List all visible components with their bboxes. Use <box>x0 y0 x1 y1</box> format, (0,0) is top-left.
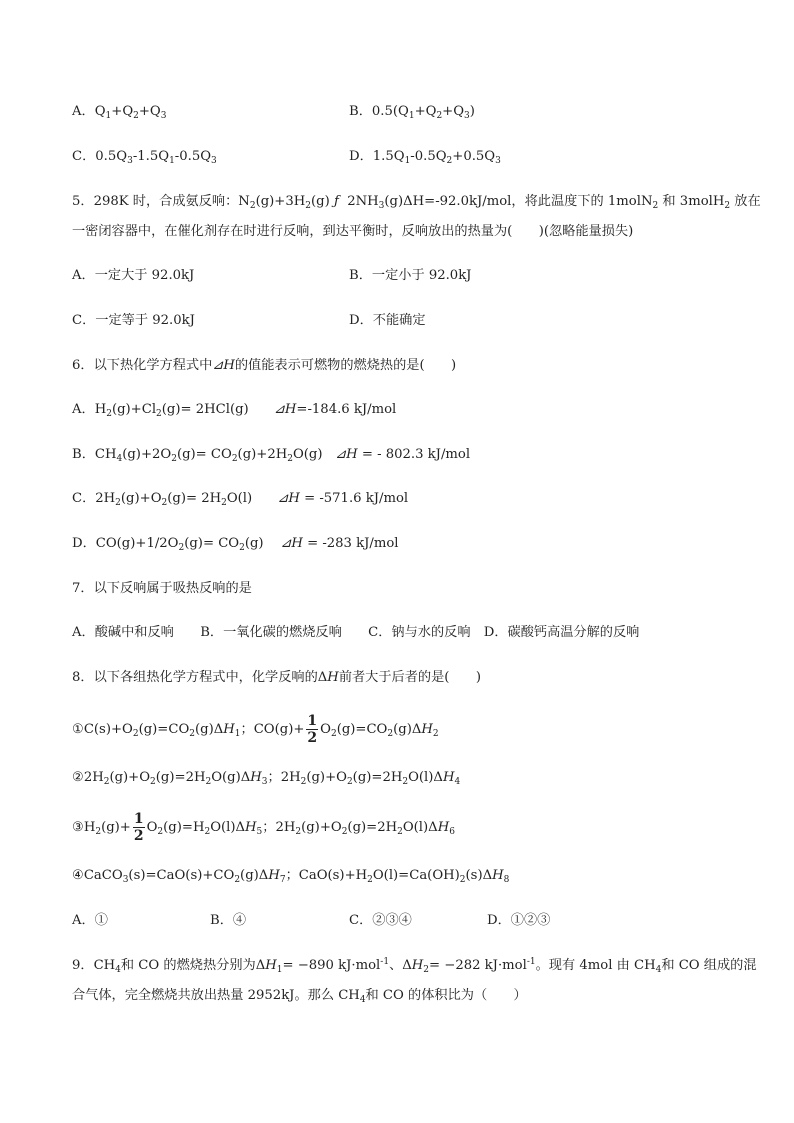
q5-stem-line1: 5．298K 时，合成氨反响：$N_2(g)+3H_2(g)$ ƒ $2NH_3(g)\Delta H=-92.0kJ$/mol，将此温度下的 1molN$_2$ 和 3molH$_2$ 放在 <box>72 194 761 211</box>
fraction-half: $\frac{1}{2}$ <box>307 713 318 746</box>
q5-option-c[interactable]: C．一定等于 92.0kJ <box>72 313 195 328</box>
q6-option-c[interactable]: C．$2H_2(g)+O_2(g)= 2H_2O(l)$ ⊿H = -571.6 kJ/mol <box>72 491 409 508</box>
q9-stem-line2: 合气体，完全燃烧共放出热量 2952kJ。那么 $CH_4$和 CO 的体积比为（ ） <box>72 988 527 1005</box>
q4-option-b[interactable]: B．$0.5(Q_1+Q_2+Q_3)$ <box>349 104 475 121</box>
q6-option-b[interactable]: B．$CH_4(g)+2O_2(g)= CO_2(g)+2H_2O(g)$ ⊿H = - 802.3 kJ/mol <box>72 447 471 464</box>
q4-option-d[interactable]: D．$1.5Q_1-0.5Q_2+0.5Q_3$ <box>349 149 501 166</box>
q8-item-3: $③H_2(g)+$ $\frac{1}{2}$ $O_2(g)=H_2O(l)\Delta H_5$；$2H_2(g)+O_2(g)=2H_2O(l)\Delta H_6$ <box>72 811 455 844</box>
q8-item-2: $②2H_2(g)+O_2(g)=2H_2O(g)\Delta H_3$；$2H_2(g)+O_2(g)=2H_2O(l)\Delta H_4$ <box>72 770 461 787</box>
q8-option-b[interactable]: B．④ <box>210 913 247 928</box>
q6-stem: 6．以下热化学方程式中⊿H的值能表示可燃物的燃烧热的是( ) <box>72 358 457 373</box>
q5-option-b[interactable]: B．一定小于 92.0kJ <box>349 268 472 283</box>
q5-stem-line2: 一密闭容器中，在催化剂存在时进行反响，到达平衡时，反响放出的热量为( )(忽略能量损失) <box>72 224 634 239</box>
q8-item-1: $①C(s)+O_2(g)=CO_2(g)\Delta H_1$；CO(g)+ $\frac{1}{2}$ $O_2(g)=CO_2(g)\Delta H_2$ <box>72 713 439 746</box>
q4-option-a[interactable]: A．$Q_1+Q_2+Q_3$ <box>72 104 167 121</box>
q8-option-c[interactable]: C．②③④ <box>349 913 412 928</box>
q7-stem: 7．以下反响属于吸热反响的是 <box>72 581 252 596</box>
q5-option-d[interactable]: D．不能确定 <box>349 313 426 328</box>
q6-option-d[interactable]: D．$CO(g)+1/2O_2(g)= CO_2(g)$ ⊿H = -283 kJ/mol <box>72 536 399 553</box>
q8-option-a[interactable]: A．① <box>72 913 108 928</box>
q9-stem-line1: 9．$CH_4$和 CO 的燃烧热分别为$\Delta H_1= -890$ kJ·mol$^{-1}$、$\Delta H_2= -282$ kJ·mol$^{-1}$。现有 4mol 由 $CH_4$和 CO 组成的混 <box>72 957 757 975</box>
q8-option-d[interactable]: D．①②③ <box>487 913 551 928</box>
fraction-half: $\frac{1}{2}$ <box>133 811 144 844</box>
q8-item-4: $④CaCO_3(s)=CaO(s)+CO_2(g)\Delta H_7$；$CaO(s)+H_2O(l)=Ca(OH)_2(s)\Delta H_8$ <box>72 868 510 885</box>
q6-option-a[interactable]: A．$H_2(g)+Cl_2(g)= 2HCl(g)$ ⊿H=-184.6 kJ/mol <box>72 402 397 419</box>
q4-option-c[interactable]: C．$0.5Q_3-1.5Q_1-0.5Q_3$ <box>72 149 217 166</box>
q7-options[interactable]: A．酸碱中和反响 B．一氧化碳的燃烧反响 C．钠与水的反响 D．碳酸钙高温分解的反响 <box>72 625 640 640</box>
q5-option-a[interactable]: A．一定大于 92.0kJ <box>72 268 195 283</box>
q8-stem: 8．以下各组热化学方程式中，化学反响的ΔH前者大于后者的是( ) <box>72 670 481 685</box>
